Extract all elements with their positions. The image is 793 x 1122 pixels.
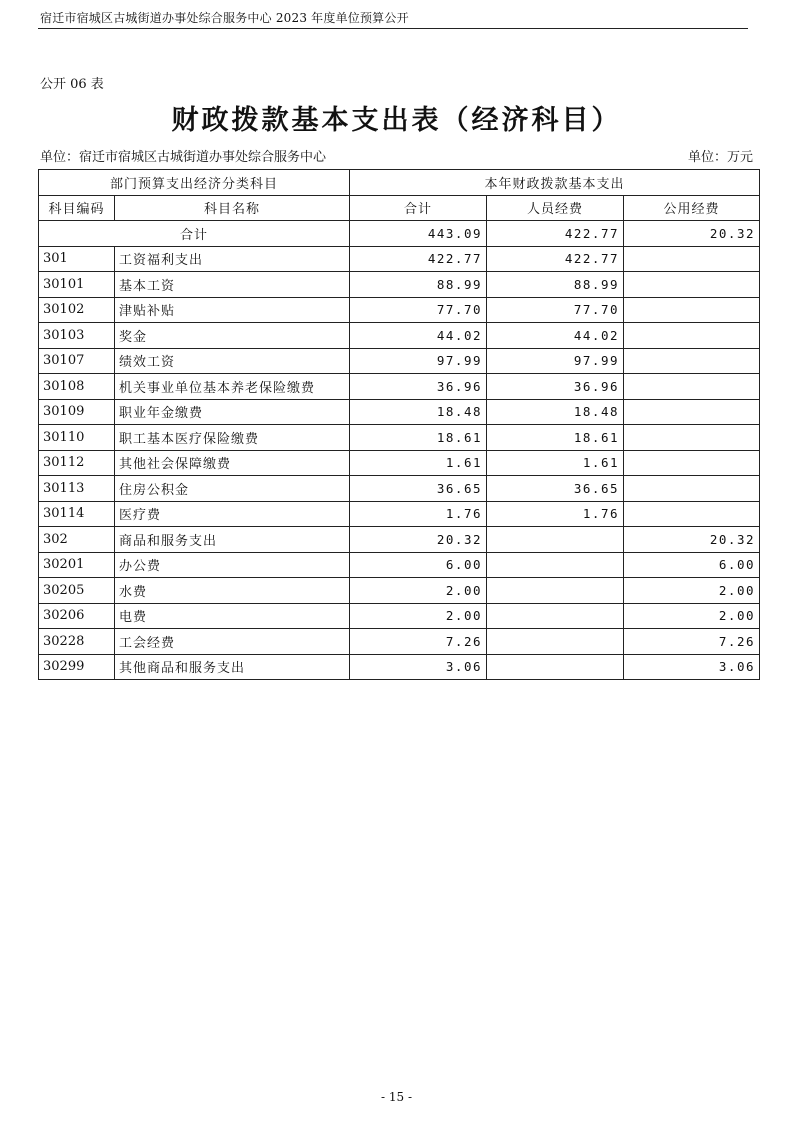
cell-code: 30201	[39, 552, 115, 578]
table-row	[39, 425, 760, 451]
cell-total: 3.06	[350, 654, 487, 680]
cell-code: 30299	[39, 654, 115, 680]
cell-name: 医疗费	[115, 501, 350, 527]
budget-table	[38, 169, 760, 680]
cell-code: 30206	[39, 603, 115, 629]
cell-name: 电费	[115, 603, 350, 629]
cell-code: 30110	[39, 425, 115, 451]
total-row-total: 443.09	[350, 221, 487, 247]
table-row	[39, 501, 760, 527]
cell-code: 30103	[39, 323, 115, 349]
cell-total: 20.32	[350, 527, 487, 553]
cell-name: 基本工资	[115, 272, 350, 298]
group-header-classification: 部门预算支出经济分类科目	[39, 170, 350, 196]
cell-personnel: 77.70	[487, 297, 624, 323]
cell-public	[624, 246, 760, 272]
cell-personnel: 18.61	[487, 425, 624, 451]
page-number: - 15 -	[380, 1090, 412, 1104]
cell-name: 商品和服务支出	[115, 527, 350, 553]
cell-total: 88.99	[350, 272, 487, 298]
cell-public	[624, 374, 760, 400]
cell-total: 422.77	[350, 246, 487, 272]
table-row	[39, 297, 760, 323]
cell-name: 奖金	[115, 323, 350, 349]
cell-personnel: 44.02	[487, 323, 624, 349]
cell-name: 住房公积金	[115, 476, 350, 502]
cell-code: 30114	[39, 501, 115, 527]
cell-public	[624, 450, 760, 476]
cell-personnel	[487, 527, 624, 553]
cell-name: 工会经费	[115, 629, 350, 655]
cell-total: 97.99	[350, 348, 487, 374]
cell-name: 其他商品和服务支出	[115, 654, 350, 680]
table-row	[39, 476, 760, 502]
cell-code: 30228	[39, 629, 115, 655]
column-header-name: 科目名称	[115, 195, 350, 221]
cell-total: 1.76	[350, 501, 487, 527]
cell-personnel: 97.99	[487, 348, 624, 374]
cell-personnel	[487, 603, 624, 629]
cell-personnel: 36.65	[487, 476, 624, 502]
page-title: 财政拨款基本支出表（经济科目）	[171, 105, 622, 136]
cell-code: 30108	[39, 374, 115, 400]
cell-name: 职业年金缴费	[115, 399, 350, 425]
cell-code: 301	[39, 246, 115, 272]
cell-name: 绩效工资	[115, 348, 350, 374]
column-header-public: 公用经费	[624, 195, 760, 221]
cell-public: 2.00	[624, 603, 760, 629]
table-column-header-row	[39, 195, 760, 221]
cell-public	[624, 399, 760, 425]
table-row	[39, 374, 760, 400]
cell-code: 30102	[39, 297, 115, 323]
table-row	[39, 527, 760, 553]
cell-public	[624, 272, 760, 298]
cell-name: 水费	[115, 578, 350, 604]
group-header-basic-expenditure: 本年财政拨款基本支出	[350, 170, 760, 196]
cell-personnel: 1.76	[487, 501, 624, 527]
column-header-total: 合计	[350, 195, 487, 221]
cell-code: 30101	[39, 272, 115, 298]
cell-total: 36.96	[350, 374, 487, 400]
cell-personnel	[487, 654, 624, 680]
cell-public: 2.00	[624, 578, 760, 604]
column-header-personnel: 人员经费	[487, 195, 624, 221]
form-code: 公开 06 表	[40, 77, 104, 92]
total-row-personnel: 422.77	[487, 221, 624, 247]
unit-label: 单位：宿迁市宿城区古城街道办事处综合服务中心	[40, 150, 327, 165]
total-row	[39, 221, 760, 247]
cell-personnel: 36.96	[487, 374, 624, 400]
cell-personnel: 422.77	[487, 246, 624, 272]
cell-total: 6.00	[350, 552, 487, 578]
table-row	[39, 450, 760, 476]
cell-name: 职工基本医疗保险缴费	[115, 425, 350, 451]
cell-total: 18.48	[350, 399, 487, 425]
cell-code: 30112	[39, 450, 115, 476]
total-row-label: 合计	[39, 221, 350, 247]
table-row	[39, 552, 760, 578]
cell-personnel	[487, 629, 624, 655]
cell-public	[624, 297, 760, 323]
running-header: 宿迁市宿城区古城街道办事处综合服务中心 2023 年度单位预算公开	[40, 11, 409, 25]
table-row	[39, 348, 760, 374]
table-row	[39, 629, 760, 655]
cell-personnel: 18.48	[487, 399, 624, 425]
cell-name: 工资福利支出	[115, 246, 350, 272]
cell-code: 30205	[39, 578, 115, 604]
cell-name: 办公费	[115, 552, 350, 578]
cell-personnel: 88.99	[487, 272, 624, 298]
column-header-code: 科目编码	[39, 195, 115, 221]
cell-total: 18.61	[350, 425, 487, 451]
cell-code: 30109	[39, 399, 115, 425]
total-row-public: 20.32	[624, 221, 760, 247]
cell-public: 3.06	[624, 654, 760, 680]
cell-total: 77.70	[350, 297, 487, 323]
cell-total: 2.00	[350, 578, 487, 604]
cell-public	[624, 501, 760, 527]
table-group-header-row	[39, 170, 760, 196]
cell-personnel	[487, 578, 624, 604]
cell-code: 30113	[39, 476, 115, 502]
cell-total: 44.02	[350, 323, 487, 349]
header-rule	[38, 28, 748, 29]
cell-public	[624, 425, 760, 451]
cell-public: 7.26	[624, 629, 760, 655]
cell-personnel: 1.61	[487, 450, 624, 476]
table-row	[39, 246, 760, 272]
cell-public	[624, 348, 760, 374]
table-row	[39, 578, 760, 604]
table-row	[39, 272, 760, 298]
cell-total: 1.61	[350, 450, 487, 476]
cell-total: 36.65	[350, 476, 487, 502]
cell-code: 302	[39, 527, 115, 553]
cell-name: 津贴补贴	[115, 297, 350, 323]
table-row	[39, 654, 760, 680]
table-row	[39, 399, 760, 425]
currency-unit-label: 单位：万元	[687, 150, 753, 165]
table-row	[39, 323, 760, 349]
cell-personnel	[487, 552, 624, 578]
cell-total: 7.26	[350, 629, 487, 655]
cell-public: 6.00	[624, 552, 760, 578]
cell-public: 20.32	[624, 527, 760, 553]
cell-public	[624, 323, 760, 349]
cell-name: 其他社会保障缴费	[115, 450, 350, 476]
cell-name: 机关事业单位基本养老保险缴费	[115, 374, 350, 400]
table-row	[39, 603, 760, 629]
cell-public	[624, 476, 760, 502]
cell-total: 2.00	[350, 603, 487, 629]
cell-code: 30107	[39, 348, 115, 374]
budget-table-body	[39, 170, 760, 680]
